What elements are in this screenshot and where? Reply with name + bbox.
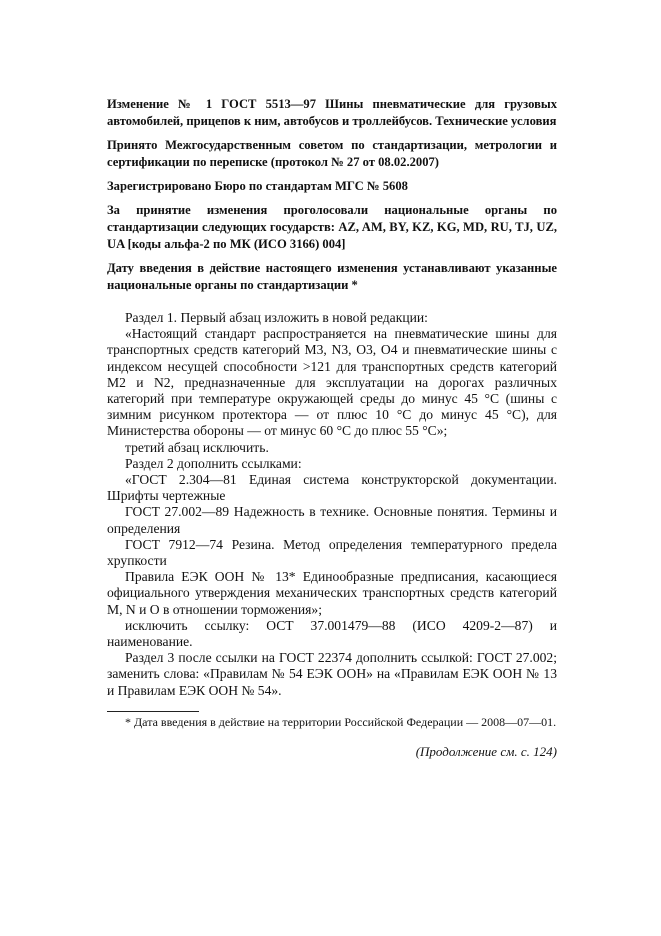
amendment-title: Изменение № 1 ГОСТ 5513—97 Шины пневматические для грузовых автомобилей, прицепов к ним, автобусов и троллейбусов. Технические условия bbox=[107, 97, 557, 128]
body-paragraph: третий абзац исключить. bbox=[125, 439, 269, 455]
body-paragraph: «Настоящий стандарт распространяется на пневматические шины для транспортных средств категорий М3, N3, О3, О4 и пневматические шины с индексом несущей способности >121 для транспортных средств категорий М2 и N2, предназначенные для эксплуатации на дорогах различных категорий при температуре окружающей среды до минус 45 °С (шины с зимним рисунком протектора — от плюс 10 °С до минус 45 °С), для Министерства обороны — от минус 60 °С до плюс 55 °С»; bbox=[107, 326, 557, 439]
footnote-divider bbox=[107, 711, 199, 712]
body-paragraph: Раздел 1. Первый абзац изложить в новой редакции: bbox=[125, 310, 428, 325]
body-paragraph: исключить ссылку: ОСТ 37.001479—88 (ИСО 4209-2—87) и наименование. bbox=[107, 617, 557, 650]
registration-note: Зарегистрировано Бюро по стандартам МГС № 5608 bbox=[107, 179, 408, 193]
body-paragraph: Раздел 3 после ссылки на ГОСТ 22374 дополнить ссылкой: ГОСТ 27.002; заменить слова: «Правилам № 54 ЕЭК ООН» на «Правилам ЕЭК ООН № 13 и Правилам ЕЭК ООН № 54». bbox=[107, 650, 557, 698]
continuation-note: (Продолжение см. с. 124) bbox=[415, 743, 557, 759]
body-paragraph: «ГОСТ 2.304—81 Единая система конструкторской документации. Шрифты чертежные bbox=[107, 472, 557, 504]
body-paragraph: ГОСТ 7912—74 Резина. Метод определения температурного предела хрупкости bbox=[107, 536, 557, 569]
body-paragraph: ГОСТ 27.002—89 Надежность в технике. Основные понятия. Термины и определения bbox=[107, 504, 557, 536]
adoption-note: Принято Межгосударственным советом по стандартизации, метрологии и сертификации по переписке (протокол № 27 от 08.02.2007) bbox=[107, 138, 557, 169]
body-paragraph: Правила ЕЭК ООН № 13* Единообразные предписания, касающиеся официального утверждения механических транспортных средств категорий М, N и О в отношении торможения»; bbox=[107, 569, 557, 617]
effective-date-note: Дату введения в действие настоящего изменения устанавливают указанные национальные органы по стандартизации * bbox=[107, 261, 557, 292]
footnote: * Дата введения в действие на территории Российской Федерации — 2008—07—01. bbox=[125, 714, 557, 729]
body-paragraph: Раздел 2 дополнить ссылками: bbox=[125, 455, 302, 471]
document-page bbox=[107, 96, 557, 773]
voting-countries-note: За принятие изменения проголосовали национальные органы по стандартизации следующих государств: AZ, AM, BY, KZ, KG, MD, RU, TJ, UZ, UA [коды альфа-2 по МК (ИСО 3166) 004] bbox=[107, 203, 557, 251]
amendment-body bbox=[107, 310, 557, 699]
